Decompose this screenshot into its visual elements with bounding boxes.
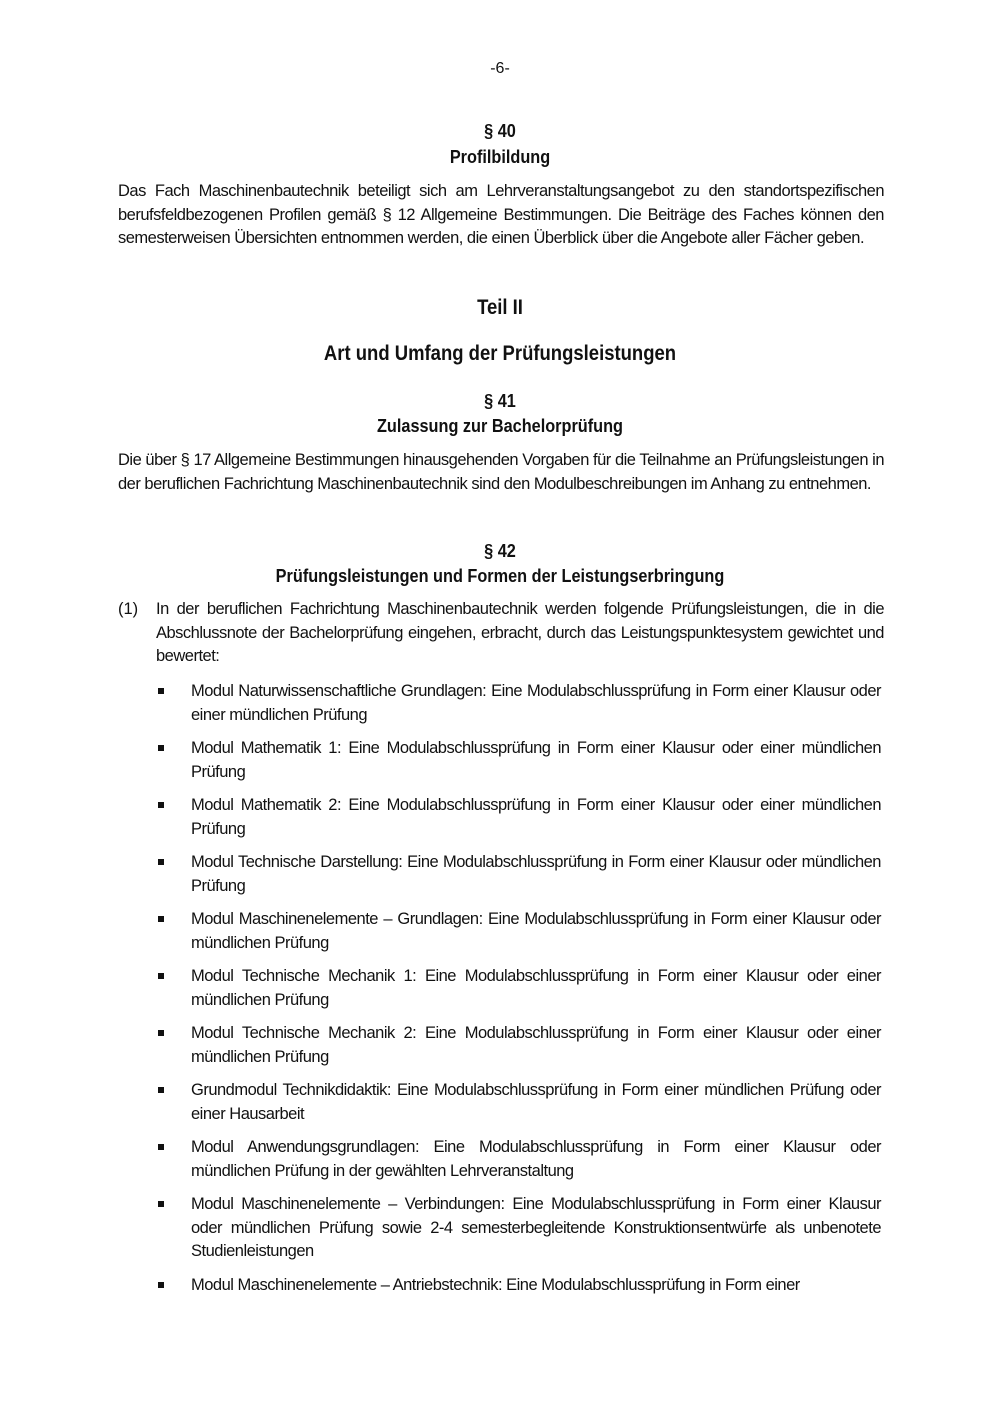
list-item: Modul Mathematik 2: Eine Modulabschlussprüfung in Form einer Klausur oder einer mündlichen Prüfung: [191, 796, 881, 838]
section-42-intro: In der beruflichen Fachrichtung Maschinenbautechnik werden folgende Prüfungsleistungen, die in die Abschlussnote der Bachelorprüfung eingehen, erbracht, durch das Leistungspunktesystem gewichtet und bewertet:: [156, 600, 884, 666]
part-heading: Teil II: [477, 296, 523, 319]
paragraph-number: (1): [118, 600, 139, 618]
list-item: Modul Maschinenelemente – Grundlagen: Eine Modulabschlussprüfung in Form einer Klausur oder mündlichen Prüfung: [191, 910, 881, 952]
bullet-icon: [158, 1087, 164, 1093]
bullet-icon: [158, 916, 164, 922]
bullet-icon: [158, 1144, 164, 1150]
part-title: Art und Umfang der Prüfungsleistungen: [323, 342, 677, 365]
bullet-icon: [158, 1201, 164, 1207]
list-item: Modul Anwendungsgrundlagen: Eine Modulabschlussprüfung in Form einer Klausur oder mündlichen Prüfung in der gewählten Lehrveranstaltung: [191, 1138, 881, 1180]
section-42-title: Prüfungsleistungen und Formen der Leistungserbringung: [275, 565, 725, 586]
list-item: Grundmodul Technikdidaktik: Eine Modulabschlussprüfung in Form einer mündlichen Prüfung oder einer Hausarbeit: [191, 1081, 881, 1123]
bullet-icon: [158, 745, 164, 751]
bullet-icon: [158, 1282, 164, 1288]
list-item: Modul Naturwissenschaftliche Grundlagen: Eine Modulabschlussprüfung in Form einer Klausur oder einer mündlichen Prüfung: [191, 682, 881, 724]
section-41-text: Die über § 17 Allgemeine Bestimmungen hinausgehenden Vorgaben für die Teilnahme an Prüfungsleistungen in der beruflichen Fachrichtung Maschinenbautechnik sind den Modulbeschreibungen im Anhang zu entnehmen.: [118, 451, 884, 493]
bullet-icon: [158, 859, 164, 865]
section-40-title: Profilbildung: [449, 146, 551, 167]
section-41-number: § 41: [484, 390, 516, 411]
list-item: Modul Mathematik 1: Eine Modulabschlussprüfung in Form einer Klausur oder einer mündlichen Prüfung: [191, 739, 881, 781]
section-41-title: Zulassung zur Bachelorprüfung: [376, 415, 624, 436]
section-40-text: Das Fach Maschinenbautechnik beteiligt sich am Lehrveranstaltungsangebot zu den standortspezifischen berufsfeldbezogenen Profilen gemäß § 12 Allgemeine Bestimmungen. Die Beiträge des Faches können den semesterweisen Übersichten entnommen werden, die einen Überblick über die Angebote aller Fächer geben.: [118, 182, 884, 248]
list-item: Modul Technische Mechanik 1: Eine Modulabschlussprüfung in Form einer Klausur oder einer mündlichen Prüfung: [191, 967, 881, 1009]
bullet-icon: [158, 973, 164, 979]
list-item: Modul Maschinenelemente – Antriebstechnik: Eine Modulabschlussprüfung in Form einer: [191, 1276, 800, 1294]
section-42-number: § 42: [484, 540, 516, 561]
bullet-icon: [158, 802, 164, 808]
list-item: Modul Technische Darstellung: Eine Modulabschlussprüfung in Form einer Klausur oder mündlichen Prüfung: [191, 853, 881, 895]
list-item: Modul Maschinenelemente – Verbindungen: Eine Modulabschlussprüfung in Form einer Klausur oder mündlichen Prüfung sowie 2-4 semesterbegleitende Konstruktionsentwürfe als unbenotete Studienleistungen: [191, 1195, 881, 1261]
page-number: -6-: [490, 60, 510, 77]
bullet-icon: [158, 688, 164, 694]
section-40-number: § 40: [484, 120, 516, 141]
bullet-icon: [158, 1030, 164, 1036]
list-item: Modul Technische Mechanik 2: Eine Modulabschlussprüfung in Form einer Klausur oder einer mündlichen Prüfung: [191, 1024, 881, 1066]
